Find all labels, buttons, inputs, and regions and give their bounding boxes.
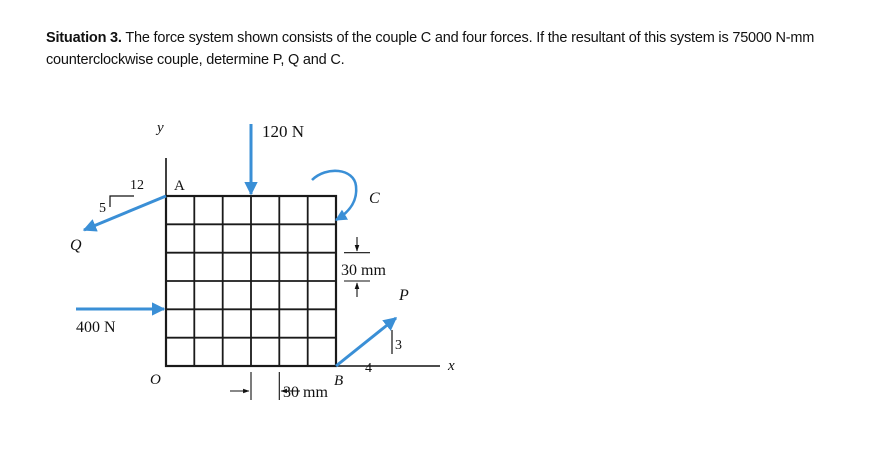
slope-q-horizontal: 12 — [130, 178, 144, 193]
force-p-label: P — [399, 287, 409, 304]
slope-q-vertical: 5 — [99, 201, 106, 216]
slope-p-vertical: 3 — [395, 338, 402, 353]
force-p-arrow — [336, 318, 396, 366]
dimension-right-label: 30 mm — [341, 262, 386, 279]
origin-o-label: O — [150, 372, 161, 388]
couple-c-label: C — [369, 190, 380, 207]
point-a-label: A — [174, 178, 185, 194]
dimension-bottom-label: 30 mm — [283, 384, 328, 401]
force-120n-label: 120 N — [262, 122, 305, 141]
slope-p-horizontal: 4 — [365, 361, 372, 376]
force-q-label: Q — [70, 237, 82, 254]
point-b-label: B — [334, 373, 344, 389]
force-q-arrow — [84, 196, 166, 230]
force-400n-label: 400 N — [76, 319, 116, 336]
grid — [166, 196, 336, 366]
y-axis-label: y — [157, 120, 164, 136]
problem-text-line1: The force system shown consists of the couple C and four forces. If the resultant of this system is 75000 N-mm — [125, 30, 815, 46]
problem-label: Situation 3. — [46, 30, 122, 46]
slope-triangle-q — [110, 196, 134, 207]
problem-text-line2: counterclockwise couple, determine P, Q and C. — [46, 52, 345, 68]
x-axis-label: x — [448, 358, 455, 374]
